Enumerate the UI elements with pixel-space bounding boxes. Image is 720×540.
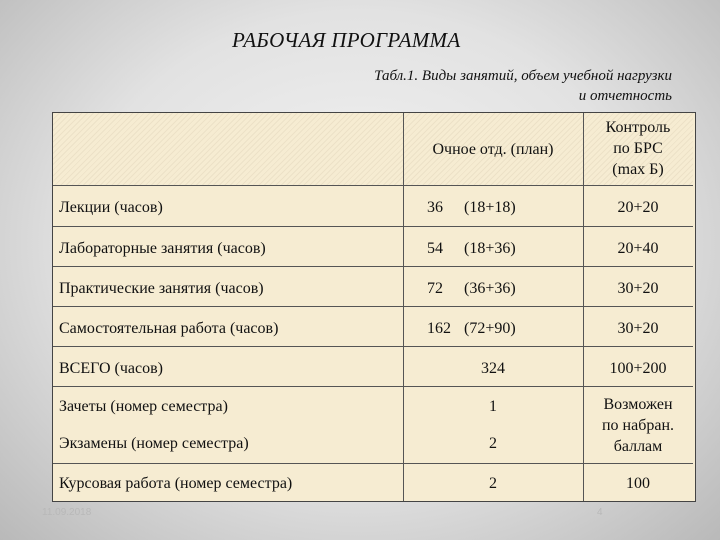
semester-value: 2: [489, 475, 497, 492]
hours-breakdown: (18+18): [464, 199, 516, 216]
hours-value: 72: [427, 280, 443, 297]
row-divider: [53, 386, 693, 387]
control-value: 20+40: [617, 240, 659, 257]
row-label: Курсовая работа (номер семестра): [59, 475, 293, 492]
footer-date: 11.09.2018: [42, 507, 92, 518]
row-divider: [53, 266, 693, 267]
slide-title: РАБОЧАЯ ПРОГРАММА: [232, 28, 461, 52]
semester-value: 1: [489, 398, 497, 415]
row-divider: [53, 306, 693, 307]
hours-breakdown: (18+36): [464, 240, 516, 257]
header-plan: Очное отд. (план): [432, 141, 554, 158]
total-hours: 324: [481, 360, 505, 377]
row-label: Практические занятия (часов): [59, 280, 264, 297]
control-value: 100: [626, 475, 650, 492]
hours-breakdown: (72+90): [464, 320, 516, 337]
row-divider: [53, 226, 693, 227]
merged-control: [583, 394, 693, 457]
control-value: 20+20: [617, 199, 659, 216]
header-control: [583, 117, 693, 180]
hours-breakdown: (36+36): [464, 280, 516, 297]
row-label: Зачеты (номер семестра): [59, 398, 228, 415]
merged-control-line-1: Возможен: [603, 396, 673, 413]
merged-control-line-3: баллам: [613, 438, 663, 455]
row-divider: [583, 463, 693, 464]
hours-value: 162: [427, 320, 451, 337]
row-label: ВСЕГО (часов): [59, 360, 163, 377]
row-divider: [53, 346, 693, 347]
header-control-line-1: Контроль: [605, 119, 671, 136]
row-label: Самостоятельная работа (часов): [59, 320, 279, 337]
caption-line-1: Табл.1. Виды занятий, объем учебной нагрузки: [374, 68, 672, 84]
table-caption: [272, 66, 672, 106]
control-value: 100+200: [609, 360, 667, 377]
semester-value: 2: [489, 435, 497, 452]
row-label: Экзамены (номер семестра): [59, 435, 249, 452]
hours-value: 36: [427, 199, 443, 216]
row-divider: [53, 463, 583, 464]
row-label: Лабораторные занятия (часов): [59, 240, 266, 257]
hours-value: 54: [427, 240, 443, 257]
header-control-line-3: (max Б): [612, 161, 664, 178]
control-value: 30+20: [617, 320, 659, 337]
header-control-line-2: по БРС: [613, 140, 663, 157]
merged-control-line-2: по набран.: [601, 417, 675, 434]
caption-line-2: и отчетность: [578, 88, 672, 104]
control-value: 30+20: [617, 280, 659, 297]
row-divider: [53, 185, 693, 186]
row-label: Лекции (часов): [59, 199, 163, 216]
workload-table: [52, 112, 696, 502]
page-number: 4: [597, 507, 603, 518]
